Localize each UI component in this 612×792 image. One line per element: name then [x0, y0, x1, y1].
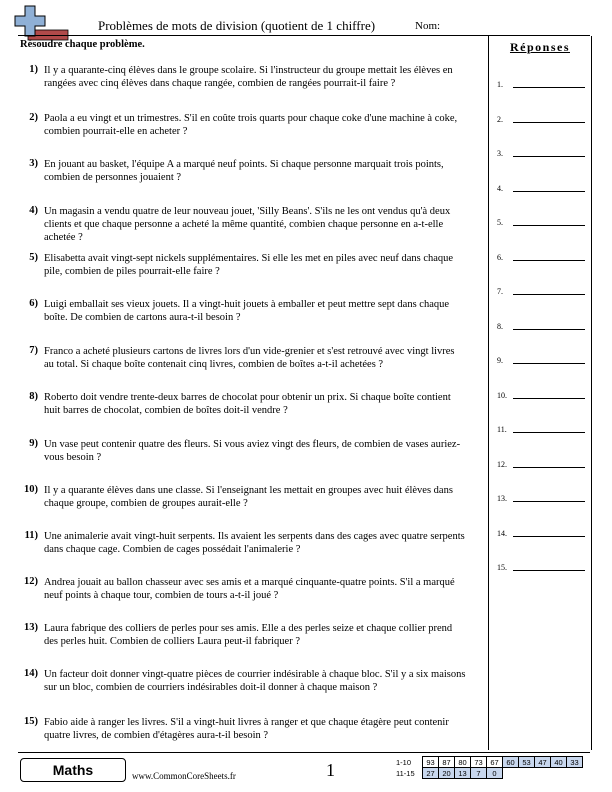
answer-label: 9.	[497, 356, 503, 365]
question-text: Roberto doit vendre trente-deux barres de chocolat pour obtenir un prix. Si chaque boîte contient huit barres de chocolat, combien de boîtes doit-il vendre ?	[44, 392, 451, 416]
question-text: Franco a acheté plusieurs cartons de livres lors d'un vide-grenier et s'est retrouvé avec vingt livres au total. Si chaque boîte contenait cinq livres, combien de boîtes a-t-il achetées ?	[44, 346, 455, 370]
question-text: Une animalerie avait vingt-huit serpents. Ils avaient les serpents dans des cages avec quatre serpents dans chaque cage. Combien de cages possédait l'animalerie ?	[44, 531, 465, 555]
answer-blank[interactable]	[513, 225, 585, 226]
answer-line-9[interactable]	[497, 356, 585, 365]
answer-line-15[interactable]	[497, 563, 585, 572]
score-cell: 53	[519, 757, 535, 768]
page-number: 1	[326, 760, 335, 780]
score-cell: 60	[503, 757, 519, 768]
answer-line-10[interactable]	[497, 391, 585, 400]
answer-label: 2.	[497, 114, 503, 124]
answer-line-11[interactable]	[497, 425, 585, 434]
website-link[interactable]: www.CommonCoreSheets.fr	[132, 771, 236, 781]
score-cell: 67	[487, 757, 503, 768]
score-cell: 40	[551, 757, 567, 768]
score-cell: 27	[423, 768, 439, 779]
answer-label: 11.	[497, 425, 507, 434]
answer-column	[488, 36, 592, 750]
worksheet-title: Problèmes de mots de division (quotient de 1 chiffre)	[98, 18, 376, 33]
question-text: Il y a quarante-cinq élèves dans le groupe scolaire. Si l'instructeur du groupe mettait les élèves en rangées avec cinq élèves dans chaque rangée, combien de rangées pourrait-il faire ?	[44, 65, 453, 89]
question-number: 2)	[29, 112, 38, 123]
question-number: 7)	[29, 345, 38, 356]
answer-line-12[interactable]	[497, 460, 585, 469]
score-cell: 33	[567, 757, 583, 768]
answer-blank[interactable]	[513, 122, 585, 123]
answer-blank[interactable]	[513, 87, 585, 88]
question-text: Un facteur doit donner vingt-quatre pièces de courrier indésirable à chaque bloc. S'il y a six maisons sur un bloc, combien de courriers indésirables doit-il donner à chaque maison ?	[44, 669, 466, 693]
score-cell: 7	[471, 768, 487, 779]
question-text: Un vase peut contenir quatre des fleurs. Si vous aviez vingt des fleurs, de combien de vases auriez-vous besoin ?	[44, 439, 461, 463]
answer-line-5[interactable]	[497, 218, 585, 227]
answer-line-3[interactable]	[497, 149, 585, 158]
answer-blank[interactable]	[513, 191, 585, 192]
question-text: Luigi emballait ses vieux jouets. Il a vingt-huit jouets à emballer et peut mettre sept dans chaque boîte. De combien de cartons aura-t-il besoin ?	[44, 299, 450, 323]
score-cell: 80	[455, 757, 471, 768]
score-cell: 93	[423, 757, 439, 768]
question-text: Paola a eu vingt et un trimestres. S'il en coûte trois quarts pour chaque coke d'une machine à coke, combien pourrait-elle en acheter ?	[44, 113, 458, 137]
question-text: En jouant au basket, l'équipe A a marqué neuf points. Si chaque personne marquait trois points, combien de personnes jouaient ?	[44, 159, 444, 183]
question-number: 12)	[24, 576, 38, 587]
score-cell: 0	[487, 768, 503, 779]
answer-label: 15.	[497, 563, 507, 572]
score-cell: 47	[535, 757, 551, 768]
question-number: 11)	[24, 530, 38, 541]
answer-blank[interactable]	[513, 294, 585, 295]
answer-label: 13.	[497, 494, 507, 503]
answers-title: Réponses	[509, 40, 570, 54]
question-number: 8)	[29, 391, 38, 402]
question-number: 1)	[29, 64, 38, 75]
answer-blank[interactable]	[513, 398, 585, 399]
answer-label: 1.	[497, 80, 503, 89]
question-number: 5)	[29, 252, 38, 263]
name-label: Nom:	[415, 20, 441, 32]
score-row-label: 11-15	[396, 768, 415, 778]
instructions: Résoudre chaque problème.	[20, 39, 145, 50]
answer-blank[interactable]	[513, 260, 585, 261]
answer-line-2[interactable]	[497, 115, 585, 124]
score-cell: 13	[455, 768, 471, 779]
score-row	[396, 757, 583, 768]
footer-divider	[18, 752, 590, 753]
score-row	[396, 768, 583, 779]
subject-badge: Maths	[20, 758, 126, 782]
answer-blank[interactable]	[513, 432, 585, 433]
question-number: 10)	[24, 484, 38, 495]
question-number: 13)	[24, 622, 38, 633]
answer-label: 14.	[497, 528, 507, 538]
question-text: Elisabetta avait vingt-sept nickels supplémentaires. Si elle les met en piles avec neuf dans chaque pile, combien de piles pourrait-elle faire ?	[44, 253, 454, 277]
answer-label: 7.	[497, 287, 503, 296]
question-number: 3)	[29, 158, 38, 169]
answer-blank[interactable]	[513, 363, 585, 364]
answer-blank[interactable]	[513, 329, 585, 330]
question-number: 6)	[29, 298, 38, 309]
score-cell: 87	[439, 757, 455, 768]
question-text: Il y a quarante élèves dans une classe. Si l'enseignant les mettait en groupes avec huit élèves dans chaque groupe, combien de groupes aurait-elle ?	[44, 485, 453, 509]
answer-blank[interactable]	[513, 570, 585, 571]
question-text: Un magasin a vendu quatre de leur nouveau jouet, 'Silly Beans'. S'ils ne les ont vendus qu'à deux clients et que chaque personne a acheté la même quantité, combien chaque personne en a-t-elle achetée ?	[44, 206, 451, 243]
answer-label: 10.	[497, 390, 507, 400]
answer-label: 5.	[497, 218, 503, 227]
answer-line-13[interactable]	[497, 494, 585, 503]
answer-label: 8.	[497, 321, 503, 331]
answer-label: 6.	[497, 252, 503, 262]
answer-label: 12.	[497, 459, 507, 469]
score-table	[396, 756, 583, 779]
answer-label: 4.	[497, 183, 503, 193]
answer-blank[interactable]	[513, 156, 585, 157]
answer-line-8[interactable]	[497, 322, 585, 331]
answer-blank[interactable]	[513, 467, 585, 468]
answer-line-4[interactable]	[497, 184, 585, 193]
question-number: 4)	[29, 205, 38, 216]
answer-line-7[interactable]	[497, 287, 585, 296]
question-number: 14)	[24, 668, 38, 679]
question-text: Andrea jouait au ballon chasseur avec ses amis et a marqué cinquante-quatre points. S'il a marqué neuf points à chaque tour, combien de tours a-t-il joué ?	[44, 577, 455, 601]
answer-blank[interactable]	[513, 536, 585, 537]
score-cell: 73	[471, 757, 487, 768]
answer-line-14[interactable]	[497, 529, 585, 538]
question-number: 15)	[24, 716, 38, 727]
answer-label: 3.	[497, 149, 503, 158]
answer-line-1[interactable]	[497, 80, 585, 89]
score-cell: 20	[439, 768, 455, 779]
score-row-label: 1-10	[396, 757, 412, 767]
question-text: Laura fabrique des colliers de perles pour ses amis. Elle a des perles seize et chaque collier prend des perles huit. Combien de colliers Laura peut-il fabriquer ?	[44, 623, 453, 647]
answer-line-6[interactable]	[497, 253, 585, 262]
answer-blank[interactable]	[513, 501, 585, 502]
question-number: 9)	[29, 438, 38, 449]
question-text: Fabio aide à ranger les livres. S'il a vingt-huit livres à ranger et que chaque étagère peut contenir quatre livres, de combien d'étagères aura-t-il besoin ?	[44, 717, 449, 741]
